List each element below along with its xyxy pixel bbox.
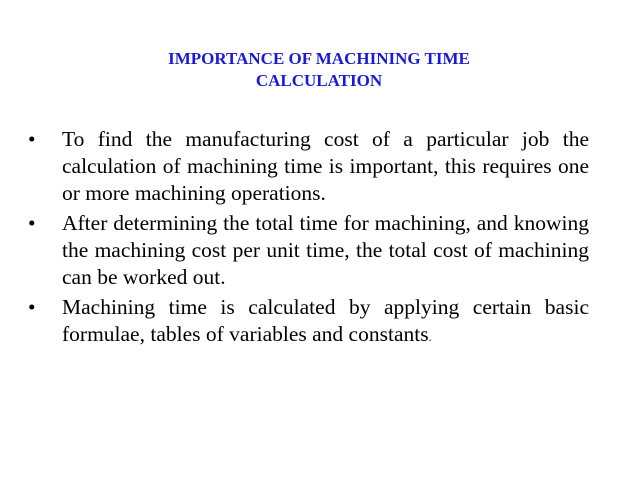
bullet-list [26,126,589,354]
bullet-text: After determining the total time for machining, and knowing the machining cost per unit time, the total cost of machining can be worked out. [62,211,589,289]
bullet-text [62,294,589,351]
bullet-icon: • [28,127,36,151]
bullet-icon: • [28,211,36,235]
bullet-item [26,294,589,351]
slide-title [100,48,538,92]
bullet-icon: • [28,295,36,319]
bullet-trailing-period: . [428,330,432,344]
slide-title-line-1: IMPORTANCE OF MACHINING TIME [168,49,470,68]
bullet-item [26,126,589,207]
bullet-text-main: Machining time is calculated by applying certain basic formulae, tables of variables and constants [62,295,589,346]
slide-title-line-2: CALCULATION [255,71,383,90]
bullet-item [26,210,589,291]
bullet-text: To find the manufacturing cost of a particular job the calculation of machining time is important, this requires one or more machining operations. [62,127,589,205]
